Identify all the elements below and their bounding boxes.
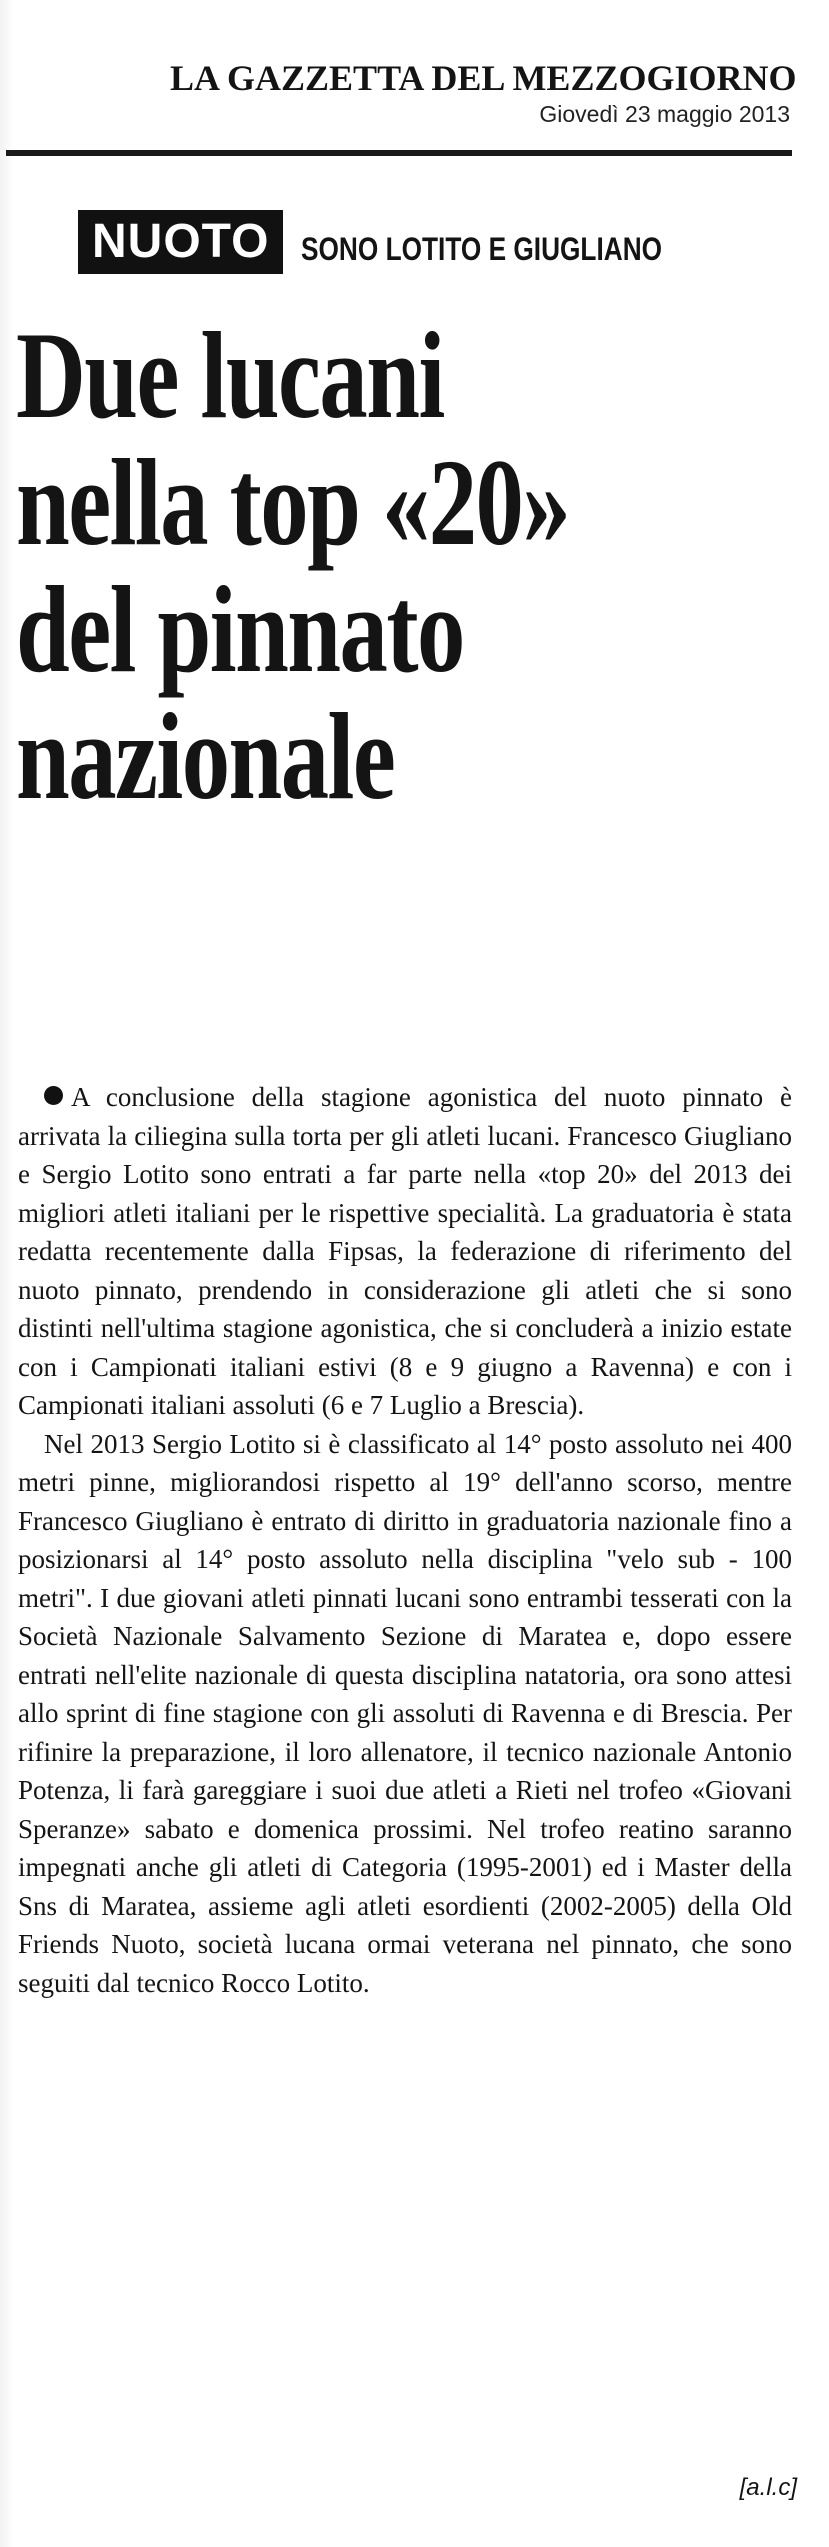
masthead [170, 58, 797, 128]
author-signature: [a.l.c] [739, 2474, 797, 2501]
section-badge: NUOTO [78, 210, 283, 274]
article-paragraph [18, 1078, 792, 1425]
newspaper-name: LA GAZZETTA DEL MEZZOGIORNO [170, 58, 797, 98]
kicker [78, 208, 742, 276]
paragraph-text: A conclusione della stagione agonistica del nuoto pinnato è arrivata la ciliegina sulla torta per gli atleti lucani. Francesco Giugliano e Sergio Lotito sono entrati a far parte nella «top 20» del 2013 dei migliori atleti italiani per le rispettive specialità. La graduatoria è stata redatta recentemente dalla Fipsas, la federazione di riferimento del nuoto pinnato, prendendo in considerazione gli atleti che si sono distinti nell'ultima stagione agonistica, che si concluderà a inizio estate con i Campionati italiani estivi (8 e 9 giugno a Ravenna) e con i Campionati italiani assoluti (6 e 7 Luglio a Brescia). [18, 1082, 792, 1420]
issue-date: Giovedì 23 maggio 2013 [539, 101, 790, 127]
headline-line: del pinnato [16, 561, 464, 698]
bullet-icon [44, 1086, 63, 1105]
headline-line: nazionale [16, 688, 395, 825]
headline [16, 307, 806, 825]
headline-line: Due lucani [16, 307, 444, 444]
paragraph-text: Nel 2013 Sergio Lotito si è classificato al 14° posto assoluto nei 400 metri pinne, migliorandosi rispetto al 19° dell'anno scorso, mentre Francesco Giugliano è entrato di diritto in graduatoria nazionale fino a posizionarsi al 14° posto assoluto nella disciplina "velo sub - 100 metri". I due giovani atleti pinnati lucani sono entrambi tesserati con la Società Nazionale Salvamento Sezione di Maratea e, dopo essere entrati nell'elite nazionale di questa disciplina natatoria, ora sono attesi allo sprint di fine stagione con gli assoluti di Ravenna e di Brescia. Per rifinire la preparazione, il loro allenatore, il tecnico nazionale Antonio Potenza, li farà gareggiare i suoi due atleti a Rieti nel trofeo «Giovani Speranze» sabato e domenica prossimi. Nel trofeo reatino saranno impegnati anche gli atleti di Categoria (1995-2001) ed i Master della Sns di Maratea, assieme agli atleti esordienti (2002-2005) della Old Friends Nuoto, società lucana ormai veterana nel pinnato, che sono seguiti dal tecnico Rocco Lotito. [18, 1428, 792, 1998]
masthead-rule [6, 150, 792, 156]
kicker-subtitle: SONO LOTITO E GIUGLIANO [301, 231, 663, 267]
article-body [18, 1078, 792, 2002]
article-paragraph [18, 1425, 792, 2003]
headline-line: nella top «20» [16, 434, 570, 571]
scan-edge-shadow [0, 0, 14, 2547]
